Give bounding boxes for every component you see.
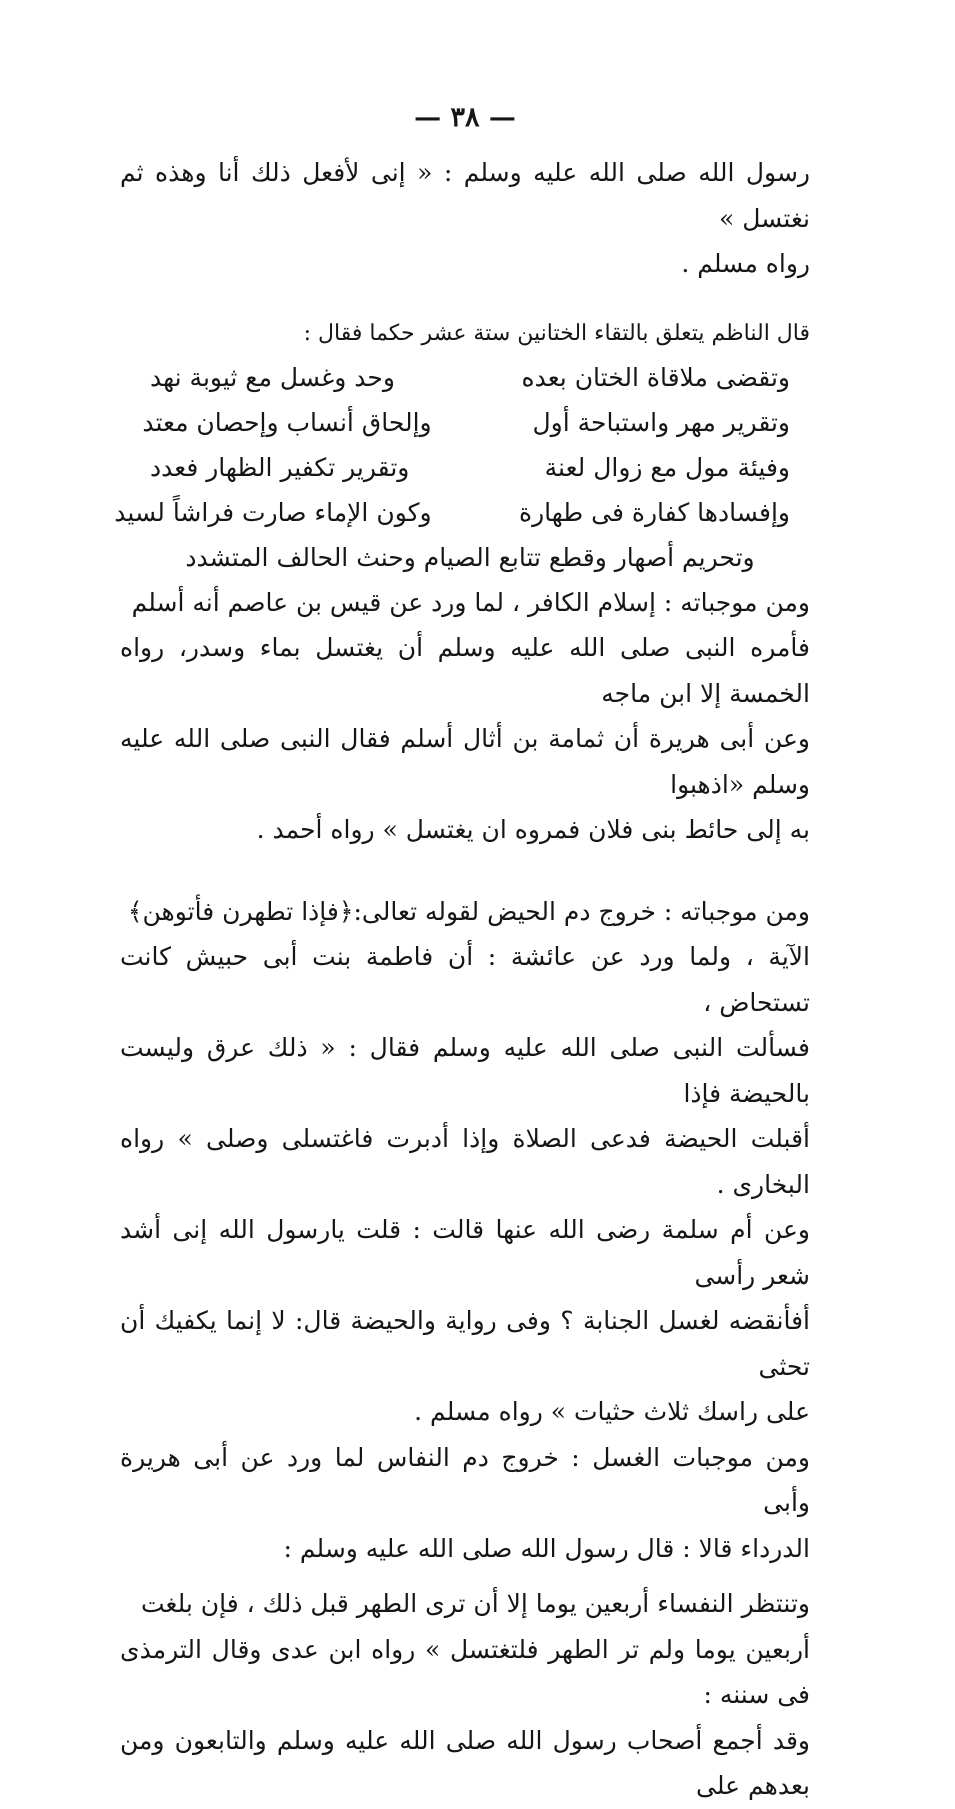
text-line: وعن أم سلمة رضى الله عنها قالت : قلت يارسول الله إنى أشد شعر رأسى bbox=[120, 1215, 810, 1290]
poem-verse bbox=[120, 445, 810, 490]
text-line: أربعين يوما ولم تر الطهر فلتغتسل » رواه ابن عدى وقال الترمذى فى سننه : bbox=[120, 1634, 810, 1709]
text-line: فأمره النبى صلى الله عليه وسلم أن يغتسل بماء وسدر، رواه الخمسة إلا ابن ماجه bbox=[120, 633, 810, 708]
text-line: به إلى حائط بنى فلان فمروه ان يغتسل » رواه أحمد . bbox=[256, 815, 810, 844]
poem-verse bbox=[120, 355, 810, 400]
text-line: ومن موجباته : خروج دم الحيض لقوله تعالى:﴿فإذا تطهرن فأتوهن﴾ bbox=[127, 896, 810, 926]
paragraph-last bbox=[120, 1581, 810, 1809]
text-line: ومن موجبات الغسل : خروج دم النفاس لما ورد عن أبى هريرة وأبى bbox=[120, 1442, 810, 1517]
poem-full-line: وتحريم أصهار وقطع تتابع الصيام وحنث الحالف المتشدد bbox=[185, 542, 755, 572]
text-line: ومن موجباته : إسلام الكافر ، لما ورد عن قيس بن عاصم أنه أسلم bbox=[131, 587, 810, 617]
text-line: أقبلت الحيضة فدعى الصلاة وإذا أدبرت فاغتسلى وصلى » رواه البخارى . bbox=[120, 1124, 810, 1199]
poem-verse bbox=[114, 490, 810, 535]
text-line: الآية ، ولما ورد عن عائشة : أن فاطمة بنت أبى حبيش كانت تستحاض ، bbox=[120, 942, 810, 1017]
paragraph-nifas bbox=[120, 1435, 810, 1572]
poem-hemistich-right: وتقضى ملاقاة الختان بعده bbox=[521, 362, 790, 392]
poem-hemistich-left: وإلحاق أنساب وإحصان معتد bbox=[142, 407, 432, 437]
text-line: أفأنقضه لغسل الجنابة ؟ وفى رواية والحيضة قال: لا إنما يكفيك أن تحثى bbox=[120, 1306, 810, 1381]
poem-hemistich-left: وتقرير تكفير الظهار فعدد bbox=[150, 452, 410, 482]
poem-verse bbox=[120, 400, 810, 445]
poem-hemistich-left: وحد وغسل مع ثيوبة نهد bbox=[150, 362, 395, 392]
text-line: وعن أبى هريرة أن ثمامة بن أثال أسلم فقال النبى صلى الله عليه وسلم «اذهبوا bbox=[120, 724, 810, 799]
paragraph-hayd bbox=[120, 889, 810, 1435]
text-line: الدرداء قالا : قال رسول الله صلى الله عليه وسلم : bbox=[283, 1533, 810, 1563]
text-line: وتنتظر النفساء أربعين يوما إلا أن ترى الطهر قبل ذلك ، فإن بلغت bbox=[140, 1589, 810, 1618]
poem-hemistich-right: وفيئة مول مع زوال لعنة bbox=[544, 452, 790, 482]
poem-hemistich-right: وتقرير مهر واستباحة أول bbox=[532, 407, 790, 437]
nazim-intro: قال الناظم يتعلق بالتقاء الختانين ستة عشر حكما فقال : bbox=[303, 320, 810, 346]
poem-hemistich-left: وكون الإماء صارت فراشاً لسيد bbox=[114, 497, 432, 527]
poem-verse-last bbox=[120, 535, 810, 580]
poem bbox=[114, 355, 810, 580]
text-line: فسألت النبى صلى الله عليه وسلم فقال : « ذلك عرق وليست بالحيضة فإذا bbox=[120, 1033, 810, 1108]
top-paragraph bbox=[120, 150, 810, 287]
page-number: — ٣٨ — bbox=[414, 102, 516, 133]
paragraph-islam bbox=[120, 580, 810, 853]
text-line: وقد أجمع أصحاب رسول الله صلى الله عليه وسلم والتابعون ومن بعدهم على bbox=[120, 1725, 810, 1800]
book-page bbox=[114, 98, 810, 1800]
text-line: رواه مسلم . bbox=[681, 249, 810, 278]
poem-hemistich-right: وإفسادها كفارة فى طهارة bbox=[519, 497, 790, 527]
text-line: على راسك ثلاث حثيات » رواه مسلم . bbox=[414, 1397, 810, 1426]
text-line: رسول الله صلى الله عليه وسلم : « إنى لأفعل ذلك أنا وهذه ثم نغتسل » bbox=[120, 158, 810, 233]
